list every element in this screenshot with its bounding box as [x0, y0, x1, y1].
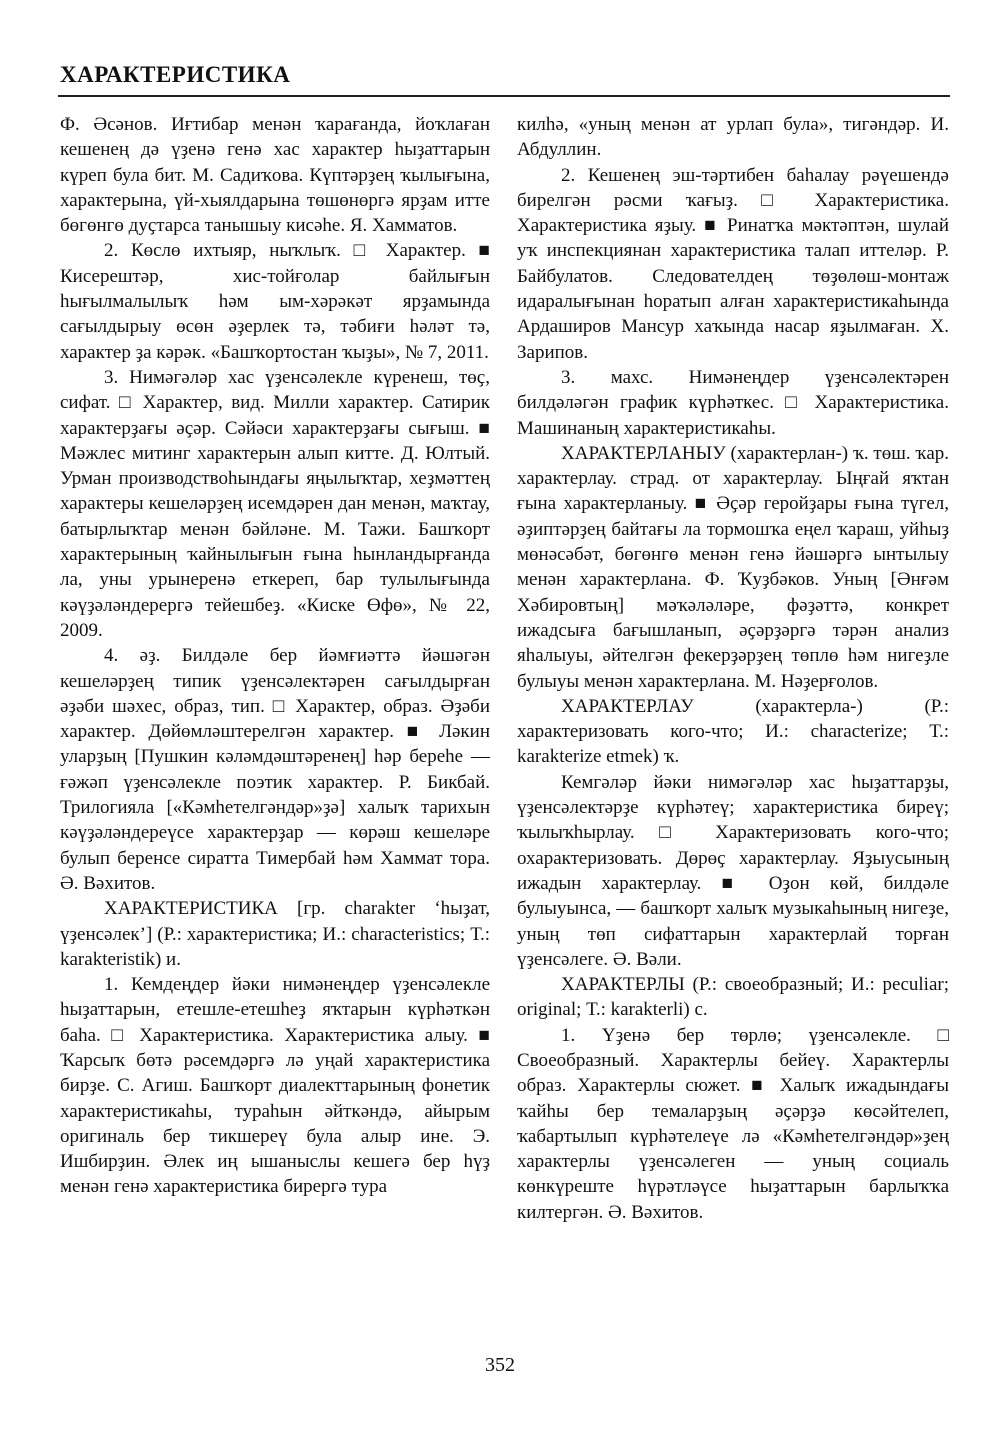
left-paragraph-3: 3. Нимәгәләр хас үҙенсәлекле күренеш, төҫ, сифат. □ Характер, вид. Милли характер. Сатирик характерҙағы әҫәр. Сәйәси характерҙағы сығыш. ■ Мәжлес митинг характерын алып китте. Д. Юлтый. Урман производствоһындағы яңылыҡтар, хеҙмәттең характеры кешеләрҙең исемдәрен дан менән, маҡтау, батырлыҡтар менән бәйләне. М. Тажи. Башҡорт характерының ҡайнылығын ғына һынландырғанда ла, уны урынеренә еткереп, бар тулылығында кәүҙәләндерергә тейешбеҙ. «Киске Өфө», № 22, 2009.	[60, 366, 490, 641]
left-paragraph-6: 1. Кемдеңдер йәки нимәнеңдер үҙенсәлекле һыҙаттарын, етешле-етешһеҙ яҡтарын күрһәткән баһа. □ Характеристика. Характеристика алыу. ■ Ҡарсыҡ бөтә рәсемдәргә лә уңай характеристика бирҙе. С. Агиш. Башҡорт диалекттарының фонетик характеристикаһы, тураһын әйткәндә, айырым оригиналь бер тикшереү була алыр ине. Э. Ишбирҙин. Әлек иң ышаныслы кешегә бер һүҙ менән генә характеристика бирергә тура	[60, 974, 490, 1198]
entry-characteristic: ХАРАКТЕРИСТИКА [гр. charakter ‘һыҙат, үҙенсәлек’] (Р.: характеристика; И.: characteristics; Т.: karakteristik) и.	[60, 898, 490, 970]
left-paragraph-2: 2. Көслө ихтыяр, ныҡлыҡ. □ Характер. ■ Кисерештәр, хис-тойғолар байлығын һығылмалылыҡ һәм ым-хәрәкәт ярҙамында сағылдырыу өсөн әҙерлек тә, тәбиғи һәләт тә, характер ҙа кәрәк. «Башҡортостан ҡыҙы», № 7, 2011.	[60, 240, 490, 363]
header-rule	[58, 95, 950, 97]
entry-characterlanyu: ХАРАКТЕРЛАНЫУ (характерлан-) ҡ. төш. ҡар. характерлау. страд. от характерлау. Ыңғай яҡтан ғына характерланыу. ■ Әҫәр геройҙары ғына түгел, әҙиптәрҙең байтағы ла тормошҡа еңел ҡараш, уйһыҙ мөнәсәбәт, бөгөнгө менән генә йәшәргә ынтылыу менән характерлана. Ф. Ҡуҙбәков. Уның [Әнғәм Хәбировтың] мәҡәләләре, фәҙәттә, конкрет ижадсыға бағышланып, әҫәрҙәргә тәрән анализ яһалыуы, әйтелгән фекерҙәрҙең төплө һәм нигеҙле булыуы менән характерлана. М. Нәҙерғолов.	[517, 442, 949, 692]
page-header-title: ХАРАКТЕРИСТИКА	[60, 62, 291, 87]
right-paragraph-6: Кемгәләр йәки нимәгәләр хас һыҙаттарҙы, үҙенсәлектәрҙе күрһәтеү; характеристика биреү; ҡылыҡһырлау. □ Характеризовать кого-что; охарактеризовать. Дөрөҫ характерлау. Яҙыусының ижадын характерлау. ■ Оҙон көй, билдәле булыуынса, — башҡорт халыҡ музыкаһының нигеҙе, уның төп сифаттарын характерлай торған үҙенсәлеге. Ә. Вәли.	[517, 771, 949, 970]
right-paragraph-2: 2. Кешенең эш-тәртибен баһалау рәүешендә бирелгән рәсми ҡағыҙ. □ Характеристика. Характеристика яҙыу. ■ Ринатҡа мәктәптән, шулай уҡ инспекциянан характеристика талап иттеләр. Р. Байбулатов. Следователдең төҙөлөш-монтаж идаралығынан һоратып алған характеристикаһында Ардаширов Мансур хаҡында насар яҙылмаған. Х. Зарипов.	[517, 164, 949, 363]
left-column	[60, 112, 490, 1200]
entry-characterlau: ХАРАКТЕРЛАУ (характерла-) (Р.: характеризовать кого-что; И.: characterize; Т.: karakterize etmek) ҡ.	[517, 695, 949, 768]
left-paragraph-1: Ф. Әсәнов. Иғтибар менән ҡарағанда, йоҡлаған кешенең дә үҙенә генә хас характер һыҙаттарын күреп була бит. М. Садиҡова. Күптәрҙең ҡылығына, характерына, үй-хыялдарына төшөнөргә ярҙам итте бөгөнгө дуҫтарса танышыу кисәһе. Я. Хамматов.	[60, 114, 490, 237]
right-column	[517, 112, 949, 1225]
page-number: 352	[485, 1354, 515, 1376]
right-paragraph-3: 3. махс. Нимәнеңдер үҙенсәлектәрен билдәләгән график күрһәткес. □ Характеристика. Машинаның характеристикаһы.	[517, 366, 949, 439]
entry-characterly: ХАРАКТЕРЛЫ (Р.: своеобразный; И.: peculiar; original; Т.: karakterli) с.	[517, 974, 949, 1021]
left-paragraph-4: 4. әҙ. Билдәле бер йәмғиәттә йәшәгән кешеләрҙең типик үҙенсәлектәрен сағылдырған әҙәби шәхес, образ, тип. □ Характер, образ. Әҙәби характер. Дөйөмләштерелгән характер. ■ Ләкин уларҙың [Пушкин кәләмдәштәренең] һәр береһе — ғәжәп үҙенсәлекле поэтик характер. Р. Бикбай. Трилогияла [«Кәмһетелгәндәр»ҙә] халыҡ тарихын кәүҙәләндереүсе характерҙар — көрәш кешеләре булып беренсе сиратта Тимербай һәм Хаммат тора. Ә. Вәхитов.	[60, 645, 490, 894]
right-paragraph-1: килһә, «уның менән ат урлап була», тигәндәр. И. Абдуллин.	[517, 114, 949, 161]
right-paragraph-8: 1. Үҙенә бер төрлө; үҙенсәлекле. □ Своеобразный. Характерлы бейеү. Характерлы образ. Характерлы сюжет. ■ Халыҡ ижадындағы ҡайһы бер темаларҙың әҫәрҙә көсәйтелеп, ҡабартылып күрһәтелеүе лә «Кәмһетелгәндәр»ҙең характерлы үҙенсәлеген — уның социаль көнкүреште һүрәтләүсе һыҙаттарын барлыҡҡа килтергән. Ә. Вәхитов.	[517, 1024, 949, 1223]
